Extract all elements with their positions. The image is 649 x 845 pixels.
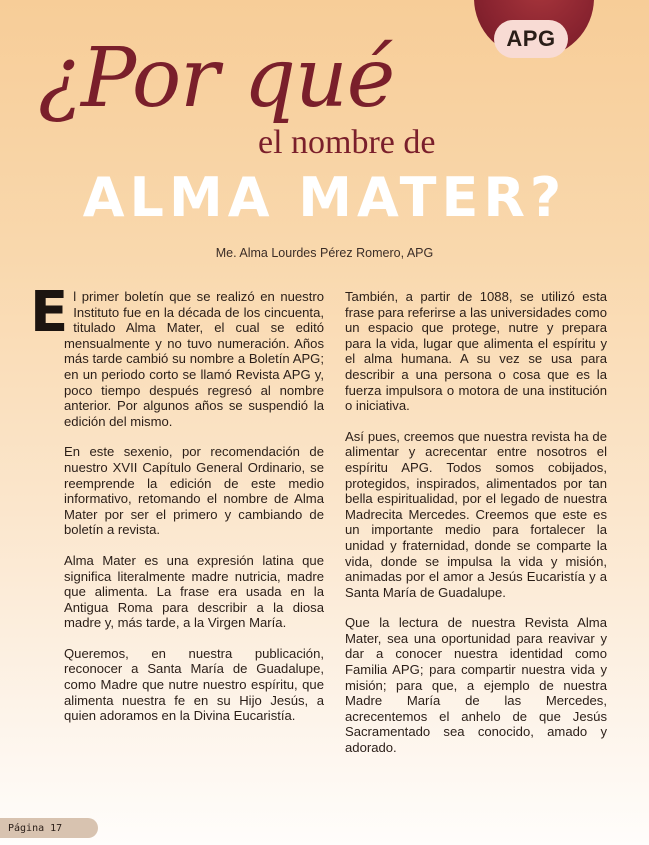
paragraph: También, a partir de 1088, se utilizó esta frase para referirse a las universidades como un espacio que protege, nutre y prepara para la vida, lugar que alimenta el espíritu y el alma humana. A su vez se usa para describir a una persona o cosa que es la fuerza impulsora o motora de una institución o iniciativa. (345, 289, 607, 414)
paragraph (30, 280, 324, 429)
paragraph-text: l primer boletín que se realizó en nuestro Instituto fue en la década de los cincuenta, titulado Alma Mater, el cual se editó mensualmente y no tuvo numeración. Años más tarde cambió su nombre a Boletín APG; en un periodo corto se llamó Revista APG y, poco tiempo después regresó al nombre anterior. Por algunos años se suspendió la edición del mismo. (64, 289, 324, 429)
title-line-2: el nombre de (258, 124, 436, 161)
paragraph: Que la lectura de nuestra Revista Alma Mater, sea una oportunidad para reavivar y dar a conocer nuestra identidad como Familia APG; para compartir nuestra vida y misión; para que, a ejemplo de nuestra Madre María de las Mercedes, acrecentemos el anhelo de que Jesús Sacramentado sea conocido, amado y adorado. (345, 615, 607, 756)
author-byline: Me. Alma Lourdes Pérez Romero, APG (215, 246, 434, 260)
apg-badge: APG (494, 20, 568, 58)
paragraph: En este sexenio, por recomendación de nuestro XVII Capítulo General Ordinario, se reemprende la edición de este medio informativo, retomando el nombre de Alma Mater por ser el primero y cambiando de boletín a revista. (64, 444, 324, 538)
paragraph: Así pues, creemos que nuestra revista ha de alimentar y acrecentar entre nosotros el espíritu APG. Todos somos cobijados, protegidos, inspirados, alimentados por tan bella espiritualidad, por el legado de nuestra Madrecita Mercedes. Creemos que este es un importante medio para fortalecer la unidad y fraternidad, donde se comparte la vida, donde se impulsa la vida y misión, animadas por el amor a Jesús Eucaristía y a Santa María de Guadalupe. (345, 428, 607, 600)
article-column-left (30, 280, 324, 739)
article-column-right (345, 289, 607, 771)
paragraph: Alma Mater es una expresión latina que significa literalmente madre nutricia, madre que alimenta. La frase era usada en la Antigua Roma para describir a la diosa madre y, más tarde, a la Virgen María. (64, 552, 324, 631)
paragraph: Queremos, en nuestra publicación, reconocer a Santa María de Guadalupe, como Madre que nutre nuestro espíritu, que alimenta nuestra fe en su Hijo Jesús, a quien adoramos en la Divina Eucaristía. (64, 645, 324, 724)
page-number-tab (0, 818, 98, 838)
drop-cap: E (30, 280, 69, 345)
title-line-1: ¿Por qué (38, 31, 395, 126)
title-line-3: ALMA MATER? (82, 166, 567, 229)
page-number: Página 17 (8, 822, 63, 834)
